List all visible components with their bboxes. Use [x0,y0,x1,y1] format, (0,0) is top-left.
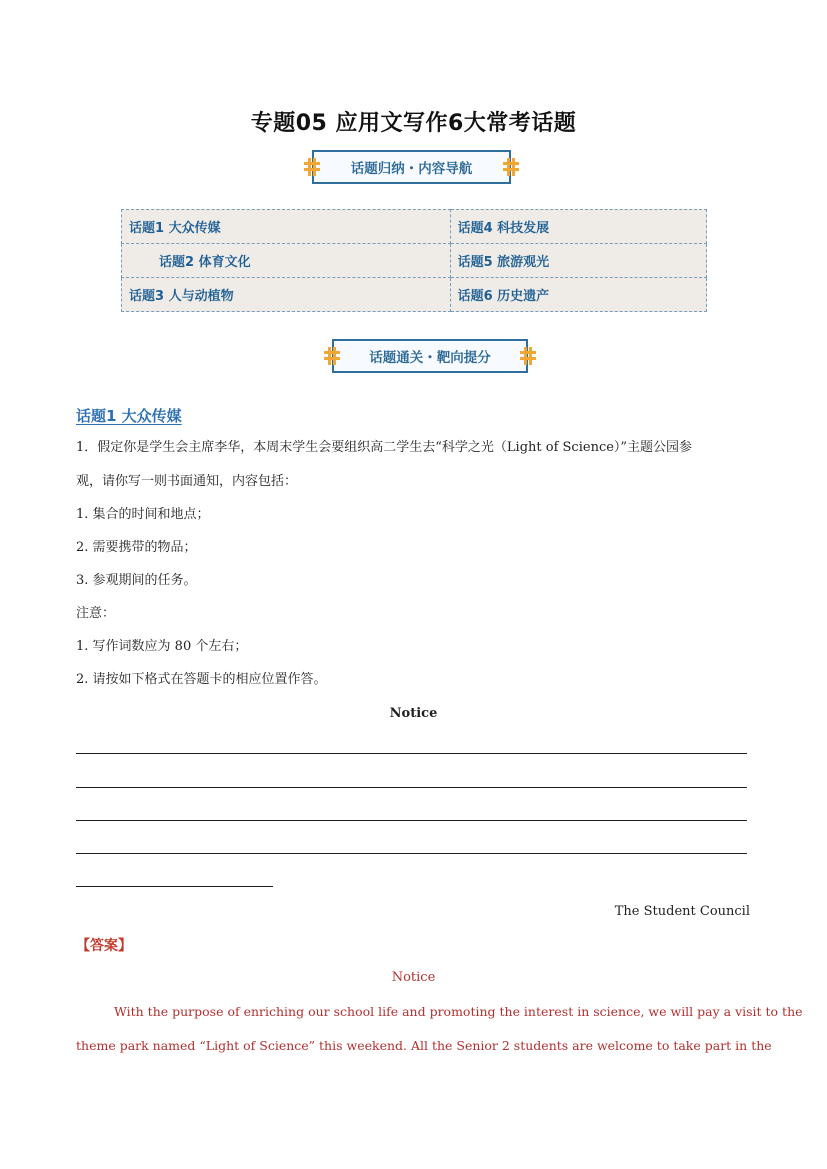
requirement-item: 1. 集合的时间和地点； [76,507,210,522]
practice-banner [332,339,528,373]
page-title: 专题05 应用文写作6大常考话题 [250,111,577,136]
section-heading[interactable]: 话题1 大众传媒 [76,407,182,425]
topic-link-2[interactable]: 话题2 体育文化 [122,244,451,278]
signature: The Student Council [614,904,750,919]
answer-text: With the purpose of enriching our school life and promoting the interest in science, we will pay a visit to the [114,1004,803,1019]
banner-ornament-icon [304,161,320,173]
answer-tag: 【答案】 [76,938,132,954]
note-item: 1. 写作词数应为 80 个左右； [76,639,248,654]
answer-line [76,787,747,788]
note-item: 2. 请按如下格式在答题卡的相应位置作答。 [76,672,327,687]
topic-nav-table [121,209,707,312]
banner-ornament-icon [520,350,536,362]
topic-link-5[interactable]: 话题5 旅游观光 [450,244,706,278]
answer-line [76,753,747,754]
answer-text: theme park named “Light of Science” this weekend. All the Senior 2 students are welcome to take part in the [76,1038,772,1053]
notice-title: Notice [389,706,438,721]
banner-ornament-icon [503,161,519,173]
table-row [122,244,707,278]
topic-link-4[interactable]: 话题4 科技发展 [450,210,706,244]
table-row [122,278,707,312]
requirement-item: 2. 需要携带的物品； [76,540,197,555]
banner-ornament-icon [324,350,340,362]
question-text: 1．假定你是学生会主席李华，本周末学生会要组织高二学生去“科学之光（Light of Science）”主题公园参 [76,440,693,455]
topic-link-1[interactable]: 话题1 大众传媒 [122,210,451,244]
practice-banner-label: 话题通关・靶向提分 [369,350,491,366]
answer-line [76,853,747,854]
nav-banner [312,150,511,184]
topic-link-3[interactable]: 话题3 人与动植物 [122,278,451,312]
topic-link-6[interactable]: 话题6 历史遗产 [450,278,706,312]
answer-notice-title: Notice [391,970,436,985]
question-text: 观，请你写一则书面通知，内容包括： [76,474,298,489]
requirement-item: 3. 参观期间的任务。 [76,573,197,588]
nav-banner-label: 话题归纳・内容导航 [350,161,473,177]
note-label: 注意： [76,606,116,621]
table-row [122,210,707,244]
answer-line [76,820,747,821]
answer-line [76,886,273,887]
